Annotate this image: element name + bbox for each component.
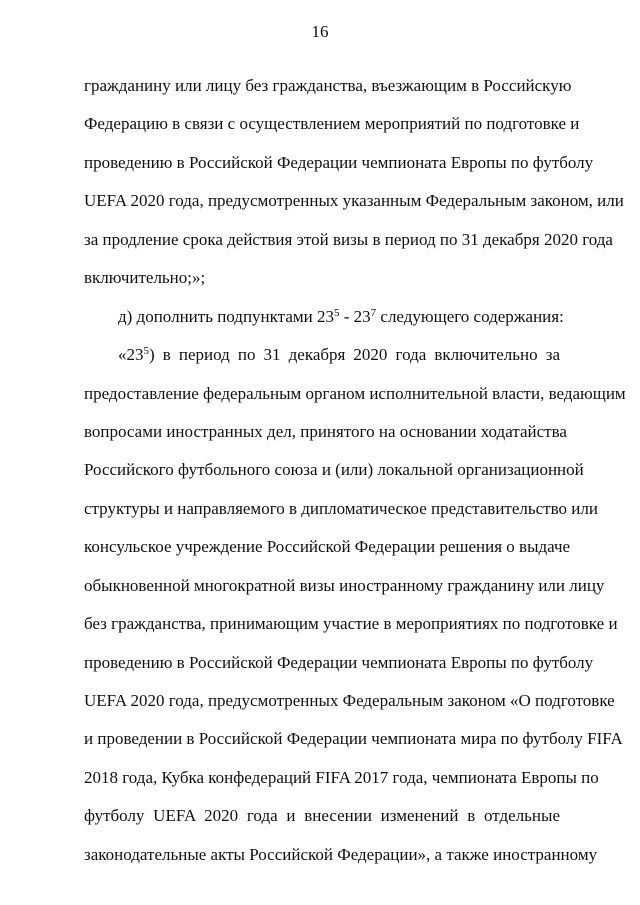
text-line: обыкновенной многократной визы иностранному гражданину или лицу bbox=[84, 575, 605, 595]
item-d-sup-end: 7 bbox=[370, 306, 377, 319]
text-line: законодательные акты Российской Федерации», а также иностранному bbox=[84, 844, 598, 864]
text-line: за продление срока действия этой визы в период по 31 декабря 2020 года bbox=[84, 229, 613, 249]
text-line: 2018 года, Кубка конфедераций FIFA 2017 года, чемпионата Европы по bbox=[84, 767, 599, 787]
item-23-5-prefix: «23 bbox=[118, 345, 144, 365]
text-line: Федерацию в связи с осуществлением мероприятий по подготовке и bbox=[84, 114, 580, 134]
item-23-5-line bbox=[84, 336, 560, 374]
item-23-5-sup: 5 bbox=[143, 345, 149, 358]
item-d-prefix: д) дополнить подпунктами 23 bbox=[118, 306, 334, 326]
item-d-line bbox=[84, 298, 564, 336]
text-line: предоставление федеральным органом исполнительной власти, ведающим bbox=[84, 383, 626, 403]
body-text bbox=[84, 67, 626, 874]
text-line: проведению в Российской Федерации чемпионата Европы по футболу bbox=[84, 652, 594, 672]
item-d-dash: - 23 bbox=[339, 306, 371, 326]
text-line: UEFA 2020 года, предусмотренных Федеральным законом «О подготовке bbox=[84, 691, 615, 710]
text-line: гражданину или лицу без гражданства, въезжающим в Российскую bbox=[84, 76, 572, 95]
text-line: футболу UEFA 2020 года и внесении изменений в отдельные bbox=[84, 806, 560, 826]
item-23-5-suffix: ) в период по 31 декабря 2020 года включительно за bbox=[149, 345, 560, 365]
page-number: 16 bbox=[311, 22, 329, 41]
text-line: включительно;»; bbox=[84, 268, 206, 288]
text-line: Российского футбольного союза и (или) локальной организационной bbox=[84, 460, 584, 480]
text-line: и проведении в Российской Федерации чемпионата мира по футболу FIFA bbox=[84, 729, 623, 749]
text-line: консульское учреждение Российской Федерации решения о выдаче bbox=[84, 537, 571, 557]
text-line: проведению в Российской Федерации чемпионата Европы по футболу bbox=[84, 152, 594, 172]
text-line: без гражданства, принимающим участие в мероприятиях по подготовке и bbox=[84, 614, 618, 634]
text-line: UEFA 2020 года, предусмотренных указанным Федеральным законом, или bbox=[84, 191, 624, 211]
text-line: структуры и направляемого в дипломатическое представительство или bbox=[84, 498, 598, 518]
text-line: вопросами иностранных дел, принятого на основании ходатайства bbox=[84, 421, 567, 441]
item-d-sup-start: 5 bbox=[333, 306, 340, 319]
item-d-suffix: следующего содержания: bbox=[376, 306, 564, 326]
